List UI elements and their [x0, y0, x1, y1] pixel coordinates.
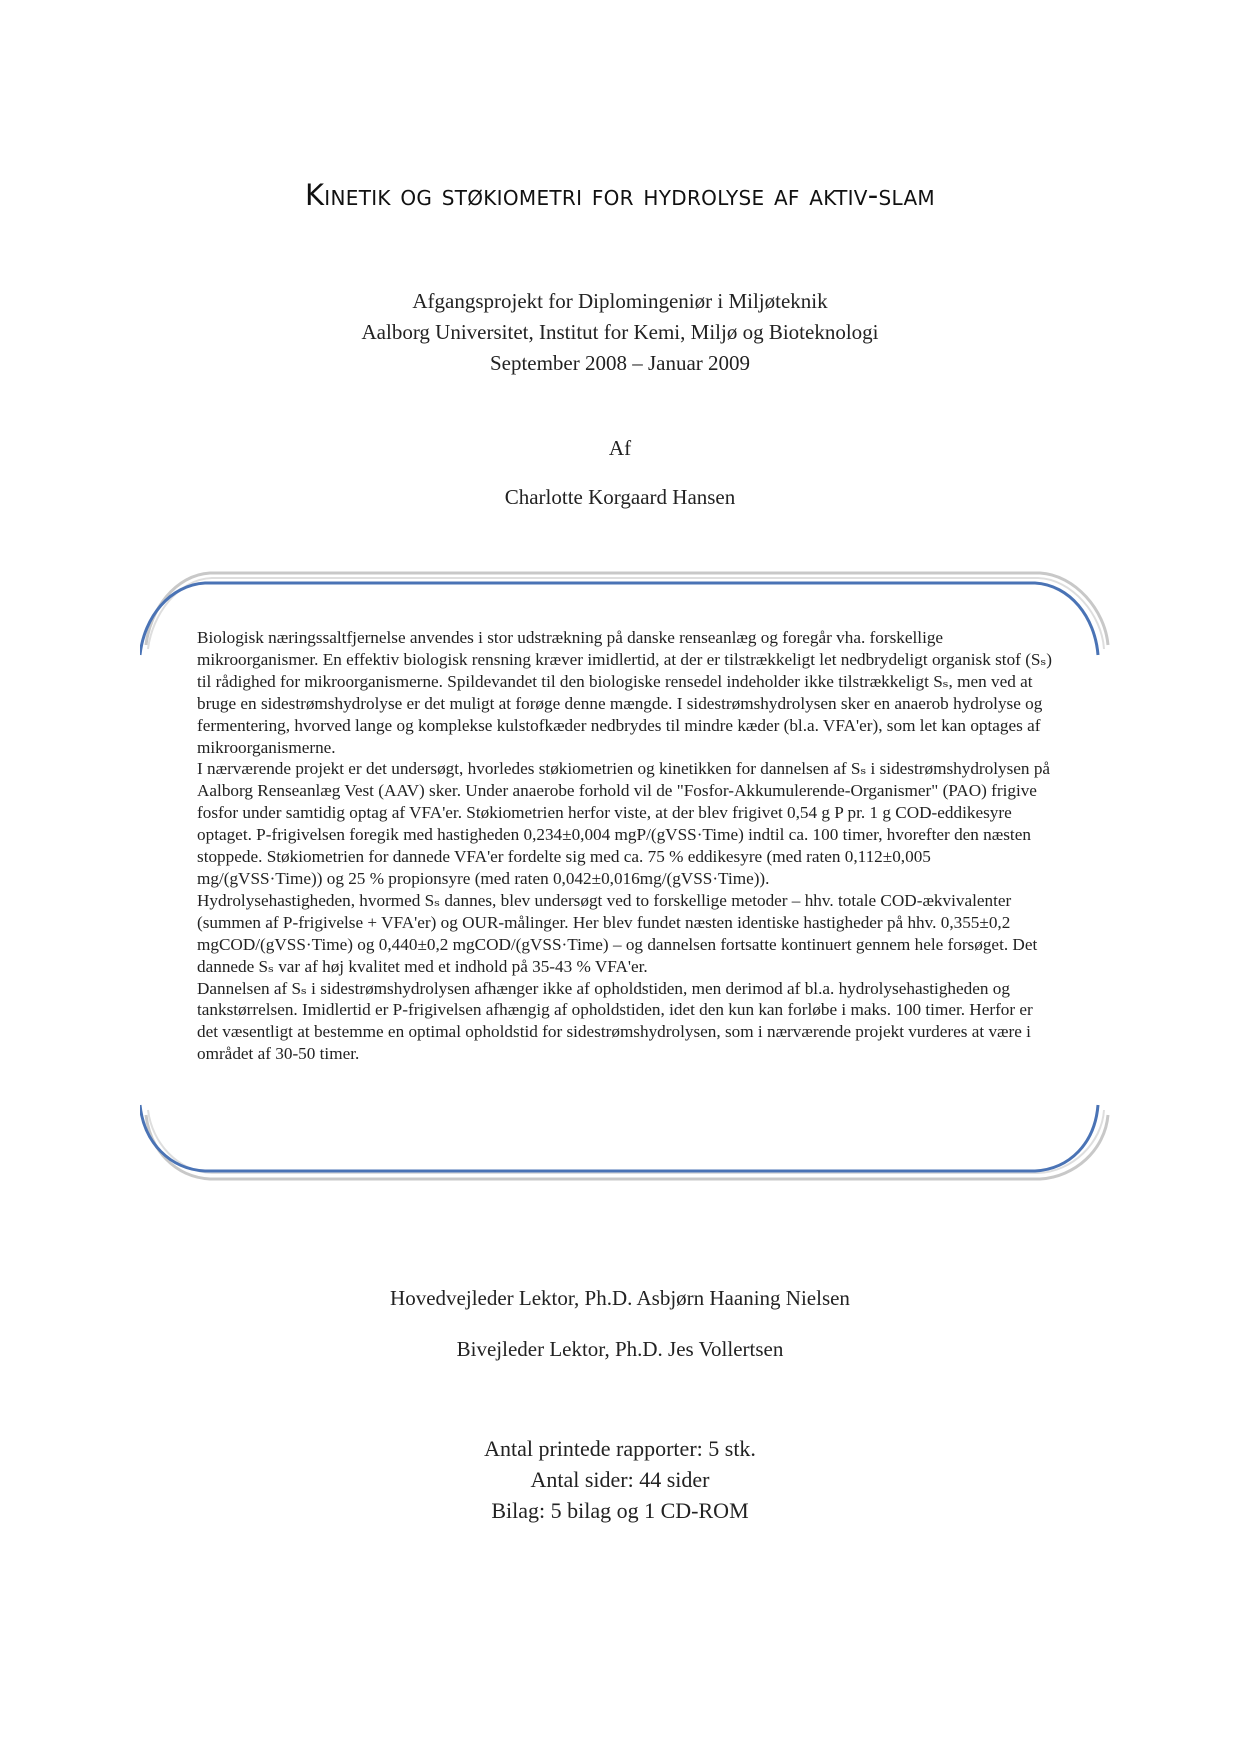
document-title: Kinetik og støkiometri for hydrolyse af aktiv-slam [304, 178, 935, 212]
appendix-info: Bilag: 5 bilag og 1 CD-ROM [491, 1498, 749, 1523]
author-name: Charlotte Korgaard Hansen [504, 485, 736, 509]
subtitle-degree: Afgangsprojekt for Diplomingeniør i Miljøteknik [412, 289, 828, 313]
main-supervisor: Hovedvejleder Lektor, Ph.D. Asbjørn Haaning Nielsen [390, 1286, 850, 1310]
frame-bottom-shadow [146, 1115, 1108, 1179]
report-info [0, 1433, 1240, 1526]
abstract-paragraph-4: Dannelsen af Sₛ i sidestrømshydrolysen afhænger ikke af opholdstiden, men derimod af bl.a. hydrolysehastigheden og tankstørrelsen. Imidlertid er P-frigivelsen afhængig af opholdstiden, idet den kun kan forløbe i maks. 100 timer. Herfor er det væsentligt at bestemme en optimal opholdstid for sidestrømshydrolysen, som i nærværende projekt vurderes at være i området af 30-50 timer. [197, 978, 1033, 1064]
frame-bottom-blue [140, 1105, 1098, 1171]
abstract-paragraph-3: Hydrolysehastigheden, hvormed Sₛ dannes, blev undersøgt ved to forskellige metoder – hhv. totale COD-ækvivalenter (summen af P-frigivelse + VFA'er) og OUR-målinger. Her blev fundet næsten identiske hastigheder på hhv. 0,355±0,2 mgCOD/(gVSS·Time) og 0,440±0,2 mgCOD/(gVSS·Time) – og dannelsen fortsatte kontinuert gennem hele forsøget. Det dannede Sₛ var af høj kvalitet med et indhold på 35-43 % VFA'er. [197, 890, 1038, 976]
frame-bottom-shadow-inner [148, 1110, 1104, 1173]
abstract-paragraph-1: Biologisk næringssaltfjernelse anvendes i stor udstrækning på danske renseanlæg og foregår vha. forskellige mikroorganismer. En effektiv biologisk rensning kræver imidlertid, at der er tilstrækkeligt let nedbrydeligt organisk stof (Sₛ) til rådighed for mikroorganismerne. Spildevandet til den biologiske rensedel indeholder ikke tilstrækkeligt Sₛ, men ved at bruge en sidestrømshydrolyse er det muligt at forøge denne mængde. I sidestrømshydrolysen sker en anaerob hydrolyse og fermentering, hvorved lange og komplekse kulstofkæder nedbrydes til mindre kæder (bl.a. VFA'er), som let kan optages af mikroorganismerne. [197, 628, 1052, 757]
secondary-supervisor: Bivejleder Lektor, Ph.D. Jes Vollertsen [456, 1337, 784, 1361]
subtitle-period: September 2008 – Januar 2009 [489, 351, 751, 375]
abstract [197, 627, 1052, 1065]
printed-reports: Antal printede rapporter: 5 stk. [484, 1436, 756, 1461]
by-label: Af [608, 436, 632, 460]
abstract-paragraph-2: I nærværende projekt er det undersøgt, hvorledes støkiometrien og kinetikken for dannelsen af Sₛ i sidestrømshydrolysen på Aalborg Renseanlæg Vest (AAV) sker. Under anaerobe forhold vil de "Fosfor-Akkumulerende-Organismer" (PAO) frigive fosfor under samtidig optag af VFA'er. Støkiometrien herfor viste, at der blev frigivet 0,54 g P pr. 1 g COD-eddikesyre optaget. P-frigivelsen foregik med hastigheden 0,234±0,004 mgP/(gVSS·Time) indtil ca. 100 timer, hvorefter den næsten stoppede. Støkiometrien for dannede VFA'er fordelte sig med ca. 75 % eddikesyre (med raten 0,112±0,005 mg/(gVSS·Time)) og 25 % propionsyre (med raten 0,042±0,016mg/(gVSS·Time)). [197, 759, 1051, 888]
subtitle-block [0, 286, 1240, 379]
subtitle-institution: Aalborg Universitet, Institut for Kemi, Miljø og Bioteknologi [361, 320, 879, 344]
page-count: Antal sider: 44 sider [530, 1467, 710, 1492]
